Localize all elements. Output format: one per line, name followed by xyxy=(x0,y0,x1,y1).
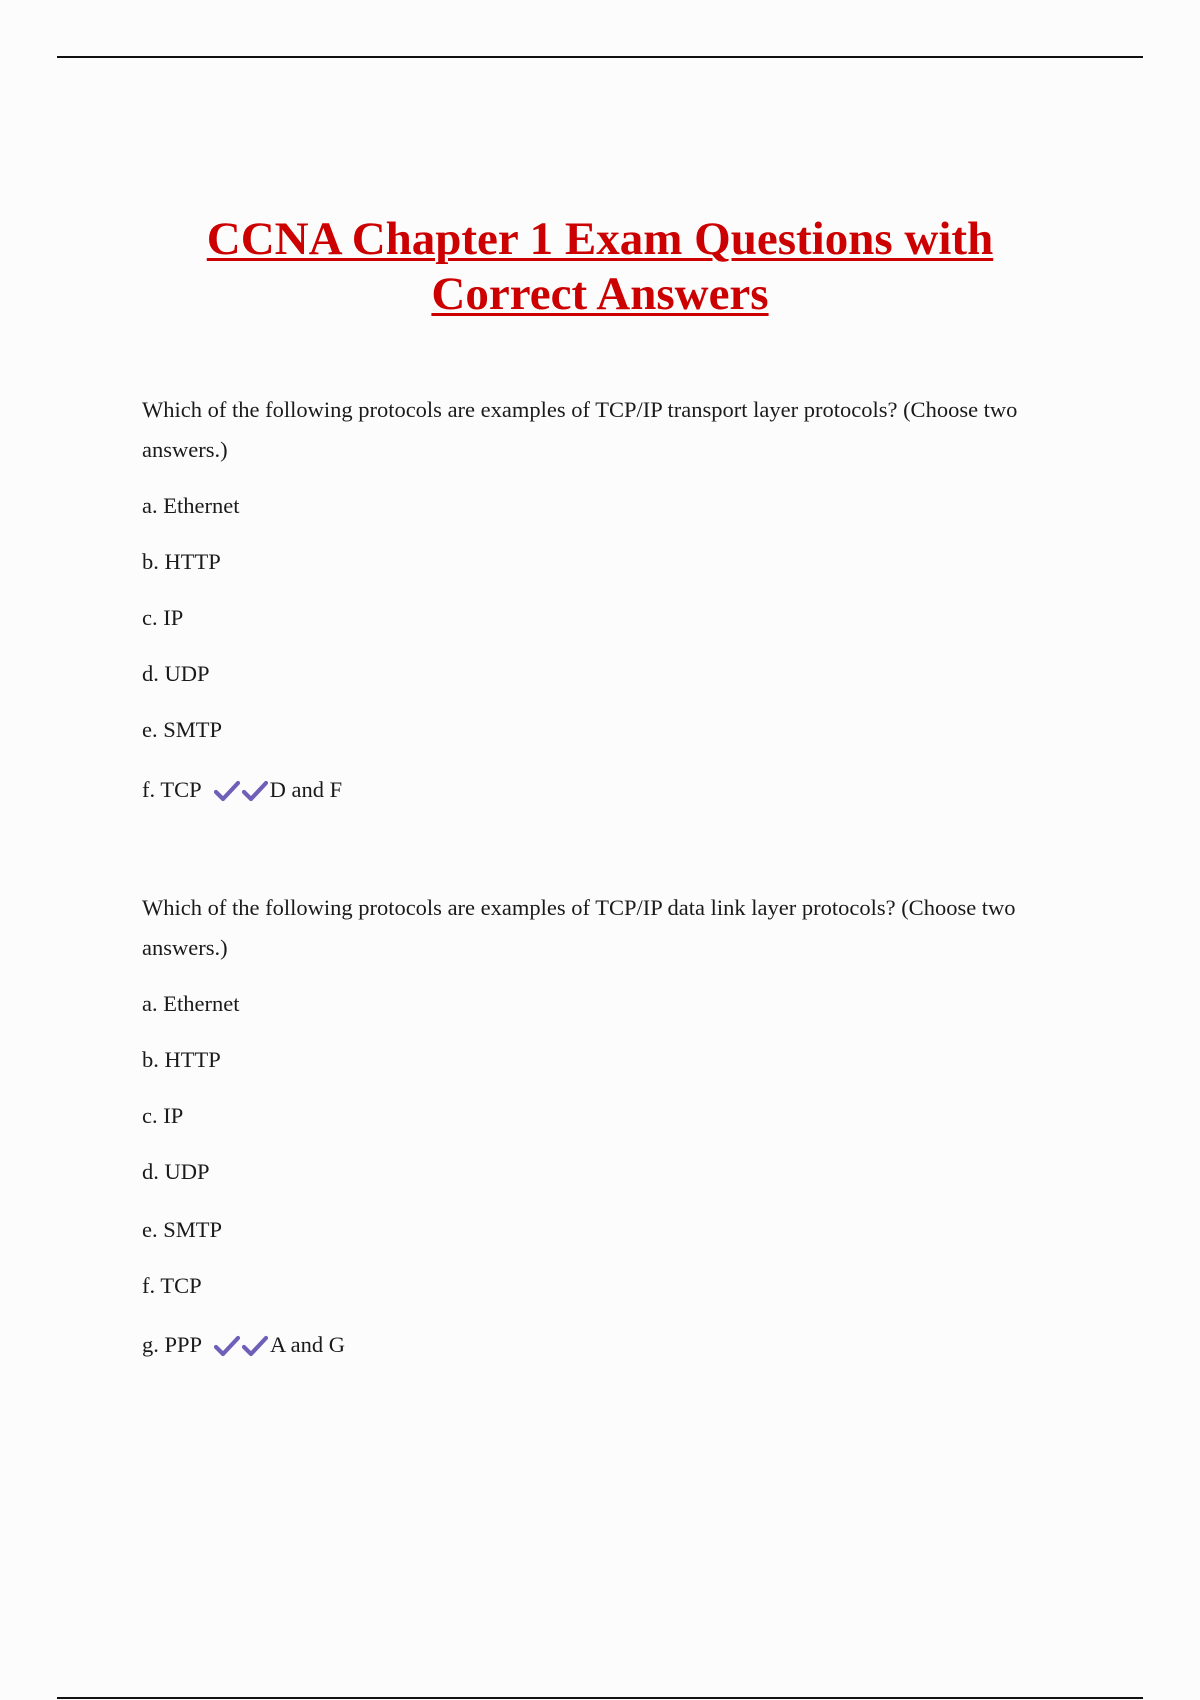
title-line-2: Correct Answers xyxy=(431,268,769,320)
q1-check-marks xyxy=(212,776,268,804)
top-rule xyxy=(57,56,1143,58)
q2-answer: A and G xyxy=(270,1332,346,1357)
question-1-text: Which of the following protocols are examples of TCP/IP transport layer protocols? (Choose two answers.) xyxy=(142,397,1018,462)
q2-option-a: a. Ethernet xyxy=(142,991,240,1016)
checkmark-icon xyxy=(242,780,268,802)
q2-option-f: f. TCP xyxy=(142,1273,202,1298)
q1-option-d: d. UDP xyxy=(142,661,210,686)
q2-check-marks xyxy=(212,1331,268,1359)
bottom-rule xyxy=(57,1697,1143,1699)
q1-option-e: e. SMTP xyxy=(142,717,223,742)
q1-option-f-row xyxy=(142,776,342,804)
checkmark-icon xyxy=(242,1335,268,1357)
checkmark-icon xyxy=(214,780,240,802)
q1-answer: D and F xyxy=(269,777,343,802)
title-line-1: CCNA Chapter 1 Exam Questions with xyxy=(206,213,994,265)
q2-option-d: d. UDP xyxy=(142,1159,210,1184)
question-2-text: Which of the following protocols are examples of TCP/IP data link layer protocols? (Choose two answers.) xyxy=(142,895,1016,960)
page-title xyxy=(100,212,1100,322)
q2-option-c: c. IP xyxy=(142,1103,184,1128)
q1-option-f: f. TCP xyxy=(142,777,202,802)
q1-option-a: a. Ethernet xyxy=(142,493,240,518)
q1-option-c: c. IP xyxy=(142,605,184,630)
q2-option-g: g. PPP xyxy=(142,1332,203,1357)
q2-option-g-row xyxy=(142,1331,345,1359)
q2-option-b: b. HTTP xyxy=(142,1047,221,1072)
checkmark-icon xyxy=(214,1335,240,1357)
q1-option-b: b. HTTP xyxy=(142,549,221,574)
q2-option-e: e. SMTP xyxy=(142,1217,223,1242)
